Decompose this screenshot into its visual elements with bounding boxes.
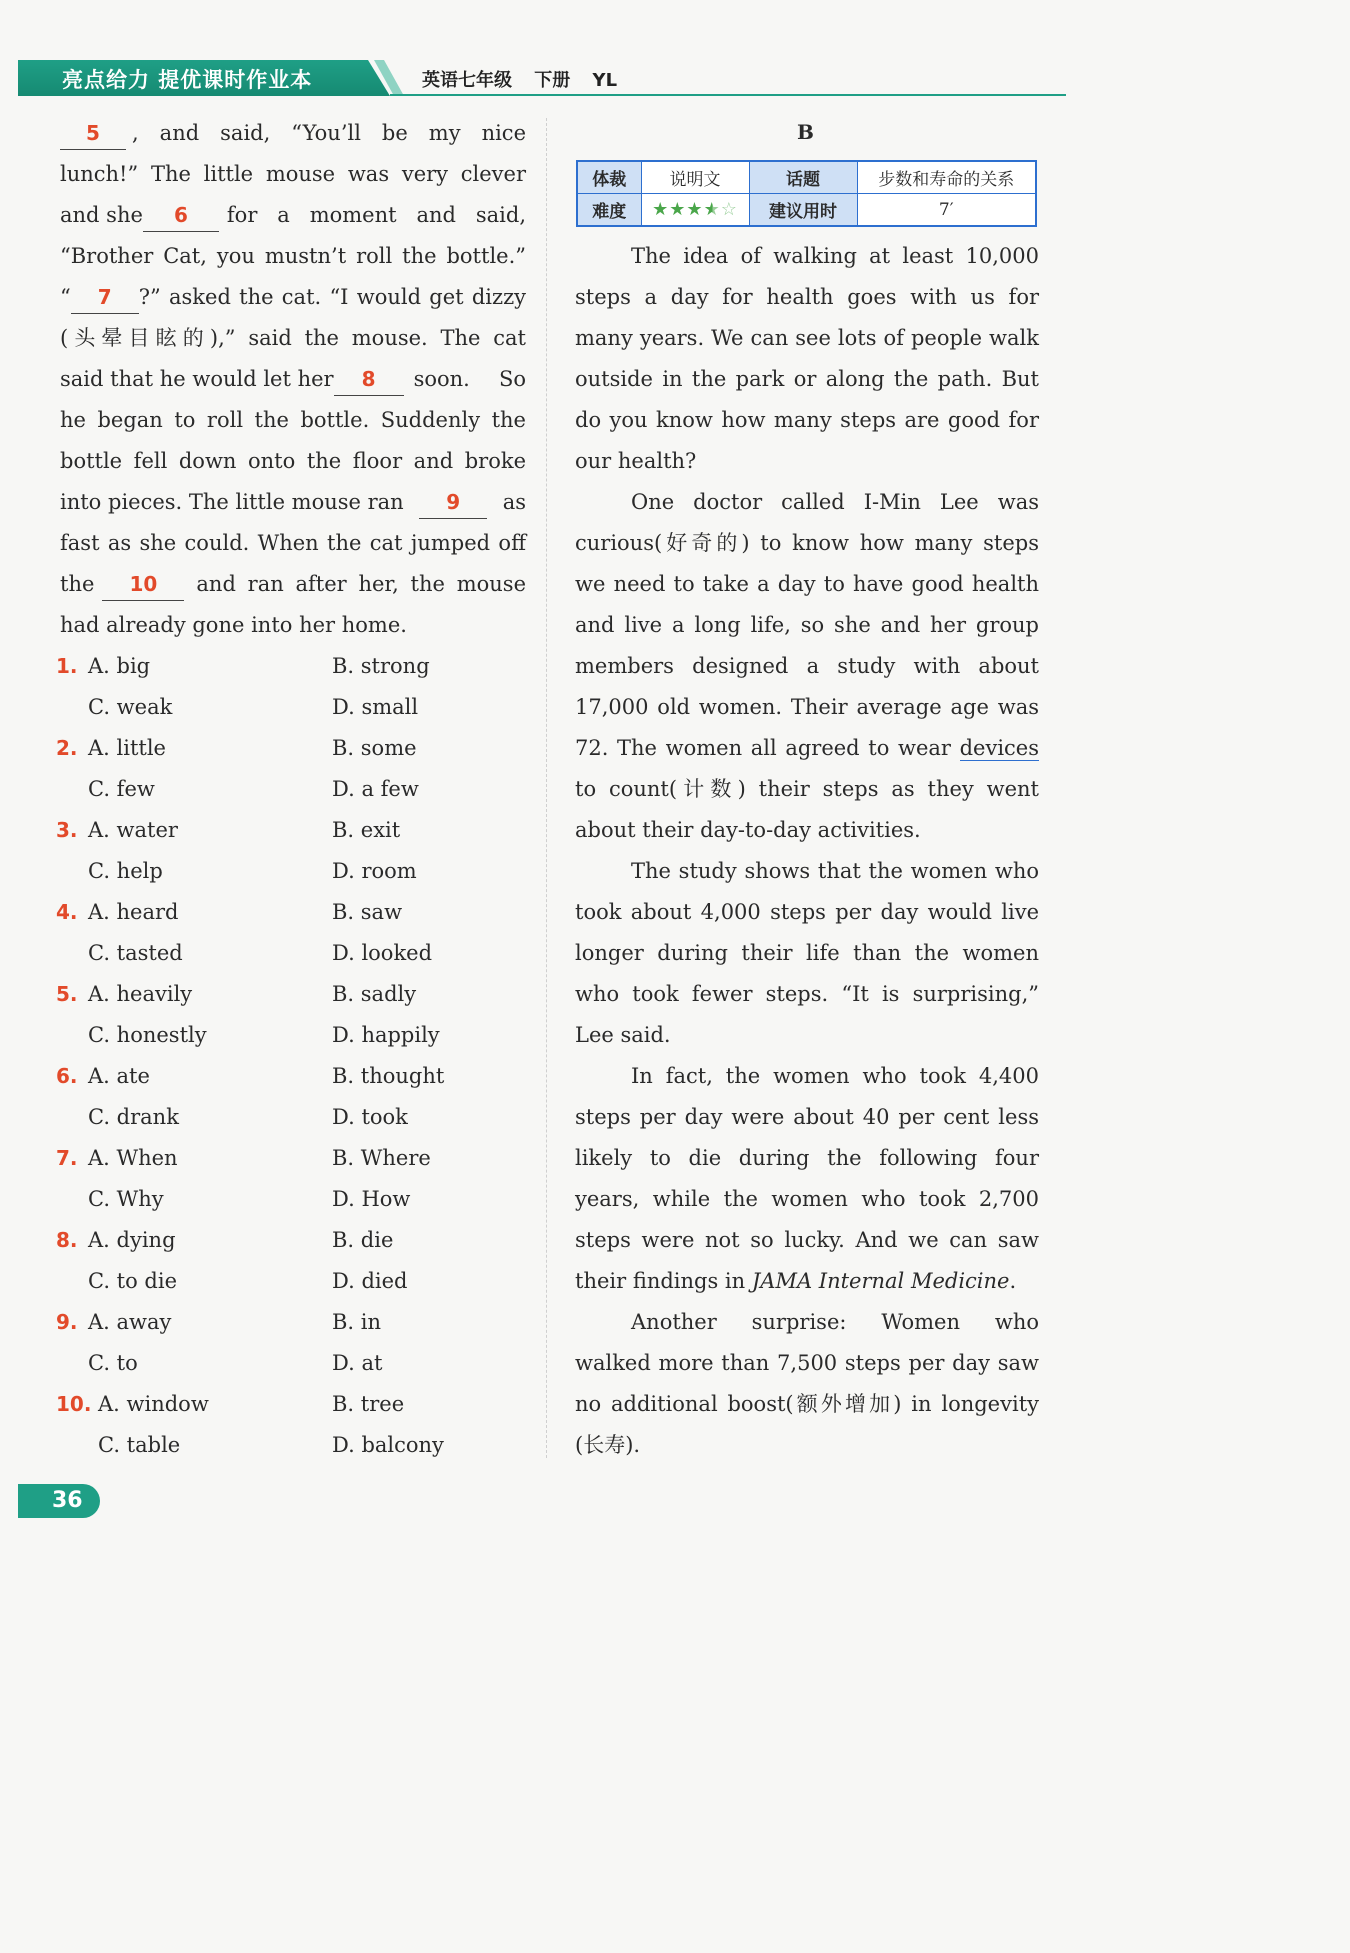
option-row bbox=[56, 1384, 536, 1425]
option-row bbox=[56, 1015, 536, 1056]
option-a[interactable]: A. ate bbox=[88, 1064, 150, 1088]
options-list bbox=[56, 646, 536, 1466]
series-title: 亮点给力 提优课时作业本 bbox=[62, 68, 313, 92]
column-divider bbox=[546, 118, 547, 1458]
header-rule bbox=[390, 94, 1066, 96]
passage-text: , and said, “You’ll be my nice bbox=[132, 121, 526, 145]
genre-value: 说明文 bbox=[641, 161, 749, 194]
question-number: 3. bbox=[56, 818, 78, 842]
passage-line: longer during their life than the women bbox=[575, 941, 1039, 965]
option-d[interactable]: D. happily bbox=[332, 1023, 440, 1047]
option-row bbox=[56, 728, 536, 769]
option-c[interactable]: C. few bbox=[88, 777, 155, 801]
option-row bbox=[56, 810, 536, 851]
option-b[interactable]: B. thought bbox=[332, 1064, 445, 1088]
passage-line: outside in the park or along the path. But bbox=[575, 367, 1039, 391]
option-a[interactable]: A. big bbox=[88, 654, 151, 678]
option-row bbox=[56, 974, 536, 1015]
option-b[interactable]: B. sadly bbox=[332, 982, 417, 1006]
option-row bbox=[56, 933, 536, 974]
option-d[interactable]: D. died bbox=[332, 1269, 408, 1293]
option-row bbox=[56, 1138, 536, 1179]
option-b[interactable]: B. strong bbox=[332, 654, 430, 678]
answer-blank[interactable]: 9 bbox=[419, 482, 487, 523]
option-row bbox=[56, 892, 536, 933]
passage-line: Lee said. bbox=[575, 1023, 671, 1047]
page-header bbox=[18, 60, 1066, 96]
passage-line: In fact, the women who took 4,400 bbox=[631, 1064, 1039, 1088]
passage-line: “Brother Cat, you mustn’t roll the bottle.” bbox=[60, 244, 526, 268]
passage-line: years, while the women who took 2,700 bbox=[575, 1187, 1039, 1211]
passage-line: members designed a study with about bbox=[575, 654, 1039, 678]
passage-line: took about 4,000 steps per day would live bbox=[575, 900, 1039, 924]
option-c[interactable]: C. drank bbox=[88, 1105, 179, 1129]
option-row bbox=[56, 1261, 536, 1302]
option-b[interactable]: B. in bbox=[332, 1310, 382, 1334]
difficulty-stars bbox=[641, 194, 749, 227]
difficulty-label: 难度 bbox=[577, 194, 641, 227]
question-number: 6. bbox=[56, 1064, 78, 1088]
option-a[interactable]: A. water bbox=[88, 818, 178, 842]
option-row bbox=[56, 1425, 536, 1466]
passage-line: said that he would let her 8 soon. So bbox=[60, 359, 526, 400]
option-a[interactable]: A. heavily bbox=[88, 982, 193, 1006]
option-row bbox=[56, 1220, 536, 1261]
answer-blank[interactable]: 8 bbox=[334, 359, 404, 400]
passage-line: steps a day for health goes with us for bbox=[575, 285, 1039, 309]
option-row bbox=[56, 1302, 536, 1343]
option-c[interactable]: C. weak bbox=[88, 695, 173, 719]
passage-line: and she 6 for a moment and said, bbox=[60, 195, 526, 236]
question-number: 4. bbox=[56, 900, 78, 924]
passage-line: our health? bbox=[575, 449, 697, 473]
option-b[interactable]: B. die bbox=[332, 1228, 394, 1252]
option-a[interactable]: A. When bbox=[88, 1146, 178, 1170]
option-d[interactable]: D. looked bbox=[332, 941, 433, 965]
question-number: 5. bbox=[56, 982, 78, 1006]
option-d[interactable]: D. small bbox=[332, 695, 419, 719]
answer-blank[interactable]: 7 bbox=[71, 277, 139, 318]
topic-label: 话题 bbox=[749, 161, 857, 194]
passage-line: “ 7 ?” asked the cat. “I would get dizzy bbox=[60, 277, 526, 318]
option-c[interactable]: C. help bbox=[88, 859, 163, 883]
passage-line: One doctor called I-Min Lee was bbox=[631, 490, 1039, 514]
passage-line: bottle fell down onto the floor and broke bbox=[60, 449, 526, 473]
option-c[interactable]: C. table bbox=[98, 1433, 181, 1457]
option-c[interactable]: C. to die bbox=[88, 1269, 178, 1293]
question-number: 1. bbox=[56, 654, 78, 678]
question-number: 8. bbox=[56, 1228, 78, 1252]
passage-line: walked more than 7,500 steps per day saw bbox=[575, 1351, 1039, 1375]
passage-line: The study shows that the women who bbox=[631, 859, 1039, 883]
passage-line: their findings in JAMA Internal Medicine. bbox=[575, 1269, 1017, 1293]
journal-title: JAMA Internal Medicine bbox=[751, 1269, 1010, 1293]
option-d[interactable]: D. balcony bbox=[332, 1433, 444, 1457]
passage-line: the 10 and ran after her, the mouse bbox=[60, 564, 526, 605]
question-number: 10. bbox=[56, 1392, 92, 1416]
option-a[interactable]: A. little bbox=[88, 736, 166, 760]
option-row bbox=[56, 851, 536, 892]
option-a[interactable]: A. dying bbox=[88, 1228, 176, 1252]
passage-line: no additional boost(额外增加) in longevity bbox=[575, 1392, 1039, 1416]
option-a[interactable]: A. window bbox=[98, 1392, 209, 1416]
time-value: 7′ bbox=[857, 194, 1036, 227]
passage-line: curious(好奇的) to know how many steps bbox=[575, 531, 1039, 555]
question-number: 9. bbox=[56, 1310, 78, 1334]
passage-line: to count(计数) their steps as they went bbox=[575, 777, 1039, 801]
option-row bbox=[56, 1343, 536, 1384]
option-row bbox=[56, 769, 536, 810]
passage-line: had already gone into her home. bbox=[60, 613, 407, 637]
topic-value: 步数和寿命的关系 bbox=[857, 161, 1036, 194]
section-label: B bbox=[797, 120, 814, 144]
option-b[interactable]: B. tree bbox=[332, 1392, 405, 1416]
option-b[interactable]: B. Where bbox=[332, 1146, 431, 1170]
option-b[interactable]: B. saw bbox=[332, 900, 403, 924]
option-b[interactable]: B. some bbox=[332, 736, 417, 760]
option-d[interactable]: D. How bbox=[332, 1187, 411, 1211]
passage-line: (长寿). bbox=[575, 1433, 641, 1457]
underlined-word: devices bbox=[959, 736, 1039, 760]
option-d[interactable]: D. took bbox=[332, 1105, 408, 1129]
option-row bbox=[56, 1056, 536, 1097]
passage-line: who took fewer steps. “It is surprising,” bbox=[575, 982, 1039, 1006]
info-table bbox=[576, 160, 1037, 227]
option-d[interactable]: D. room bbox=[332, 859, 417, 883]
answer-blank[interactable]: 5 bbox=[60, 113, 126, 154]
genre-label: 体裁 bbox=[577, 161, 641, 194]
option-c[interactable]: C. Why bbox=[88, 1187, 164, 1211]
passage-line: he began to roll the bottle. Suddenly the bbox=[60, 408, 526, 432]
option-a[interactable]: A. heard bbox=[88, 900, 179, 924]
passage-line bbox=[60, 113, 526, 154]
passage-line: about their day-to-day activities. bbox=[575, 818, 921, 842]
question-number: 7. bbox=[56, 1146, 78, 1170]
option-c[interactable]: C. to bbox=[88, 1351, 138, 1375]
option-c[interactable]: C. tasted bbox=[88, 941, 183, 965]
option-row bbox=[56, 687, 536, 728]
book-subtitle: 英语七年级 下册 YL bbox=[422, 70, 618, 91]
passage-line: The idea of walking at least 10,000 bbox=[631, 244, 1039, 268]
option-row bbox=[56, 646, 536, 687]
option-c[interactable]: C. honestly bbox=[88, 1023, 207, 1047]
passage-line: 72. The women all agreed to wear devices bbox=[575, 736, 1039, 760]
answer-blank[interactable]: 6 bbox=[143, 195, 219, 236]
passage-line: we need to take a day to have good health bbox=[575, 572, 1039, 596]
passage-line: 17,000 old women. Their average age was bbox=[575, 695, 1039, 719]
option-row bbox=[56, 1097, 536, 1138]
passage-line: fast as she could. When the cat jumped off bbox=[60, 531, 526, 555]
option-a[interactable]: A. away bbox=[88, 1310, 172, 1334]
passage-line: into pieces. The little mouse ran 9 as bbox=[60, 482, 526, 523]
passage-line: likely to die during the following four bbox=[575, 1146, 1039, 1170]
passage-line: many years. We can see lots of people walk bbox=[575, 326, 1039, 350]
option-b[interactable]: B. exit bbox=[332, 818, 401, 842]
passage-line: (头晕目眩的),” said the mouse. The cat bbox=[60, 326, 526, 350]
answer-blank[interactable]: 10 bbox=[94, 564, 184, 605]
option-row bbox=[56, 1179, 536, 1220]
passage-line: and live a long life, so she and her group bbox=[575, 613, 1039, 637]
question-number: 2. bbox=[56, 736, 78, 760]
option-d[interactable]: D. at bbox=[332, 1351, 383, 1375]
time-label: 建议用时 bbox=[749, 194, 857, 227]
passage-line: lunch!” The little mouse was very clever bbox=[60, 162, 526, 186]
page-number: 36 bbox=[18, 1484, 100, 1518]
passage-line: steps per day were about 40 per cent less bbox=[575, 1105, 1039, 1129]
option-d[interactable]: D. a few bbox=[332, 777, 419, 801]
cloze-passage bbox=[60, 113, 526, 646]
passage-line: do you know how many steps are good for bbox=[575, 408, 1039, 432]
reading-passage bbox=[575, 236, 1039, 1466]
star-rating-icon: ★★★★☆ bbox=[652, 199, 738, 220]
passage-line: steps were not so lucky. And we can saw bbox=[575, 1228, 1039, 1252]
passage-line: Another surprise: Women who bbox=[631, 1310, 1039, 1334]
